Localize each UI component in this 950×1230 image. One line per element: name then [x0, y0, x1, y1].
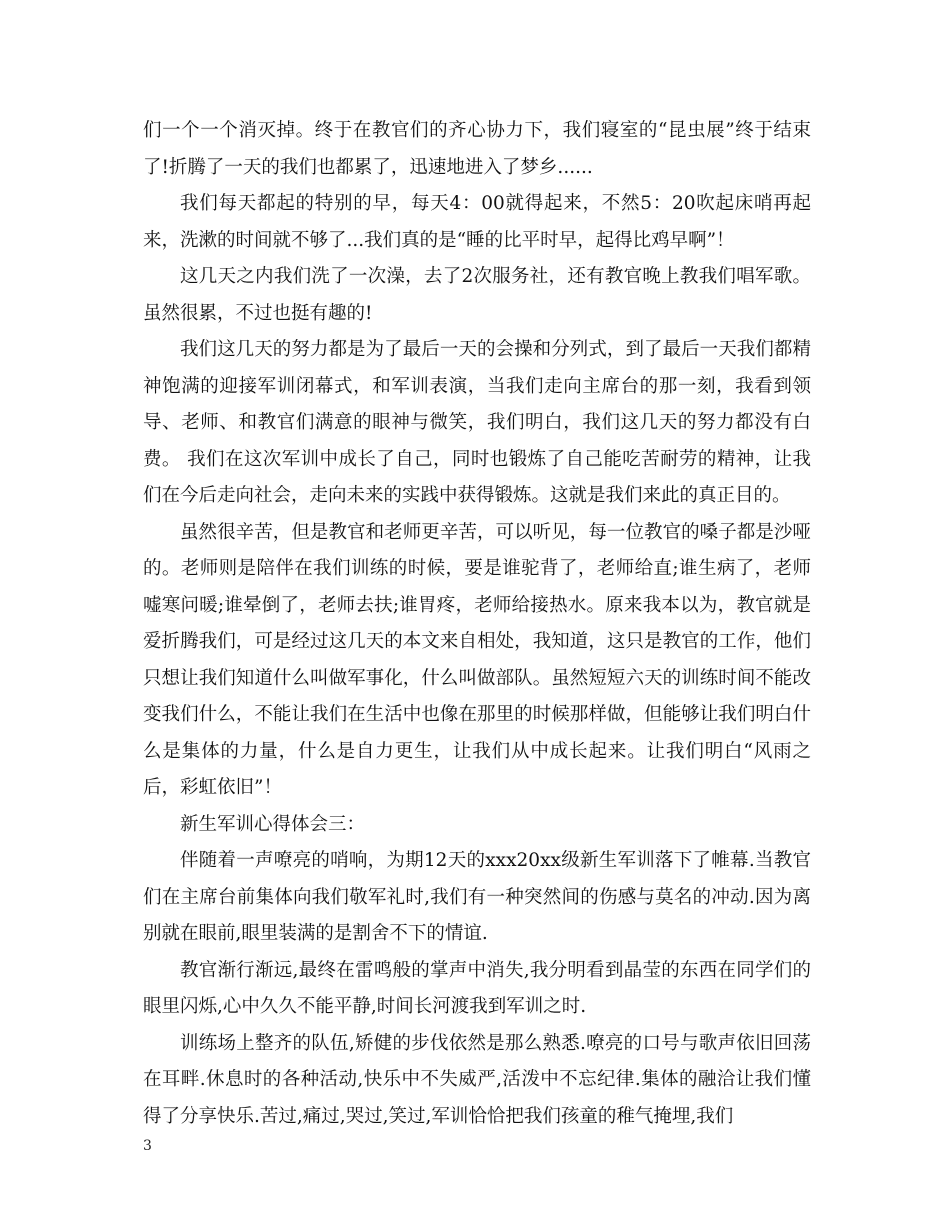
- paragraph: 我们这几天的努力都是为了最后一天的会操和分列式，到了最后一天我们都精神饱满的迎接军训闭幕式，和军训表演，当我们走向主席台的那一刻，我看到领导、老师、和教官们满意的眼神与微笑，我们明白，我们这几天的努力都没有白费。 我们在这次军训中成长了自己，同时也锻炼了自己能吃苦耐劳的精神，让我们在今后走向社会，走向未来的实践中获得锻炼。这就是我们来此的真正目的。: [143, 339, 811, 506]
- paragraph: 我们每天都起的特别的早，每天4：00就得起来，不然5：20吹起床哨再起来，洗漱的时间就不够了...我们真的是“睡的比平时早，起得比鸡早啊”！: [143, 193, 811, 251]
- paragraph-continuation: 们一个一个消灭掉。终于在教官们的齐心协力下，我们寝室的“昆虫展”终于结束了!折腾了一天的我们也都累了，迅速地进入了梦乡......: [143, 120, 811, 178]
- paragraph: 伴随着一声嘹亮的哨响，为期12天的xxx20xx级新生军训落下了帷幕.当教官们在主席台前集体向我们敬军礼时,我们有一种突然间的伤感与莫名的冲动.因为离别就在眼前,眼里装满的是割舍不下的情谊.: [143, 850, 811, 944]
- document-body: [143, 113, 811, 1135]
- paragraph: 训练场上整齐的队伍,矫健的步伐依然是那么熟悉.嘹亮的口号与歌声依旧回荡在耳畔.休息时的各种活动,快乐中不失威严,活泼中不忘纪律.集体的融洽让我们懂得了分享快乐.苦过,痛过,哭过,笑过,军训恰恰把我们孩童的稚气掩埋,我们: [143, 1032, 811, 1127]
- section-heading: 新生军训心得体会三：: [180, 813, 366, 835]
- page-number: 3: [143, 1138, 152, 1154]
- paragraph: 教官渐行渐远,最终在雷鸣般的掌声中消失,我分明看到晶莹的东西在同学们的眼里闪烁,心中久久不能平静,时间长河渡我到军训之时.: [143, 959, 811, 1017]
- paragraph: 虽然很辛苦，但是教官和老师更辛苦，可以听见，每一位教官的嗓子都是沙哑的。老师则是陪伴在我们训练的时候，要是谁驼背了，老师给直;谁生病了，老师嘘寒问暖;谁晕倒了，老师去扶;谁胃疼，老师给接热水。原来我本以为，教官就是爱折腾我们，可是经过这几天的本文来自相处，我知道，这只是教官的工作，他们只想让我们知道什么叫做军事化，什么叫做部队。虽然短短六天的训练时间不能改变我们什么，不能让我们在生活中也像在那里的时候那样做，但能够让我们明白什么是集体的力量，什么是自力更生，让我们从中成长起来。让我们明白“风雨之后，彩虹依旧”！: [143, 521, 811, 798]
- paragraph: 这几天之内我们洗了一次澡，去了2次服务社，还有教官晚上教我们唱军歌。虽然很累，不过也挺有趣的!: [143, 266, 811, 324]
